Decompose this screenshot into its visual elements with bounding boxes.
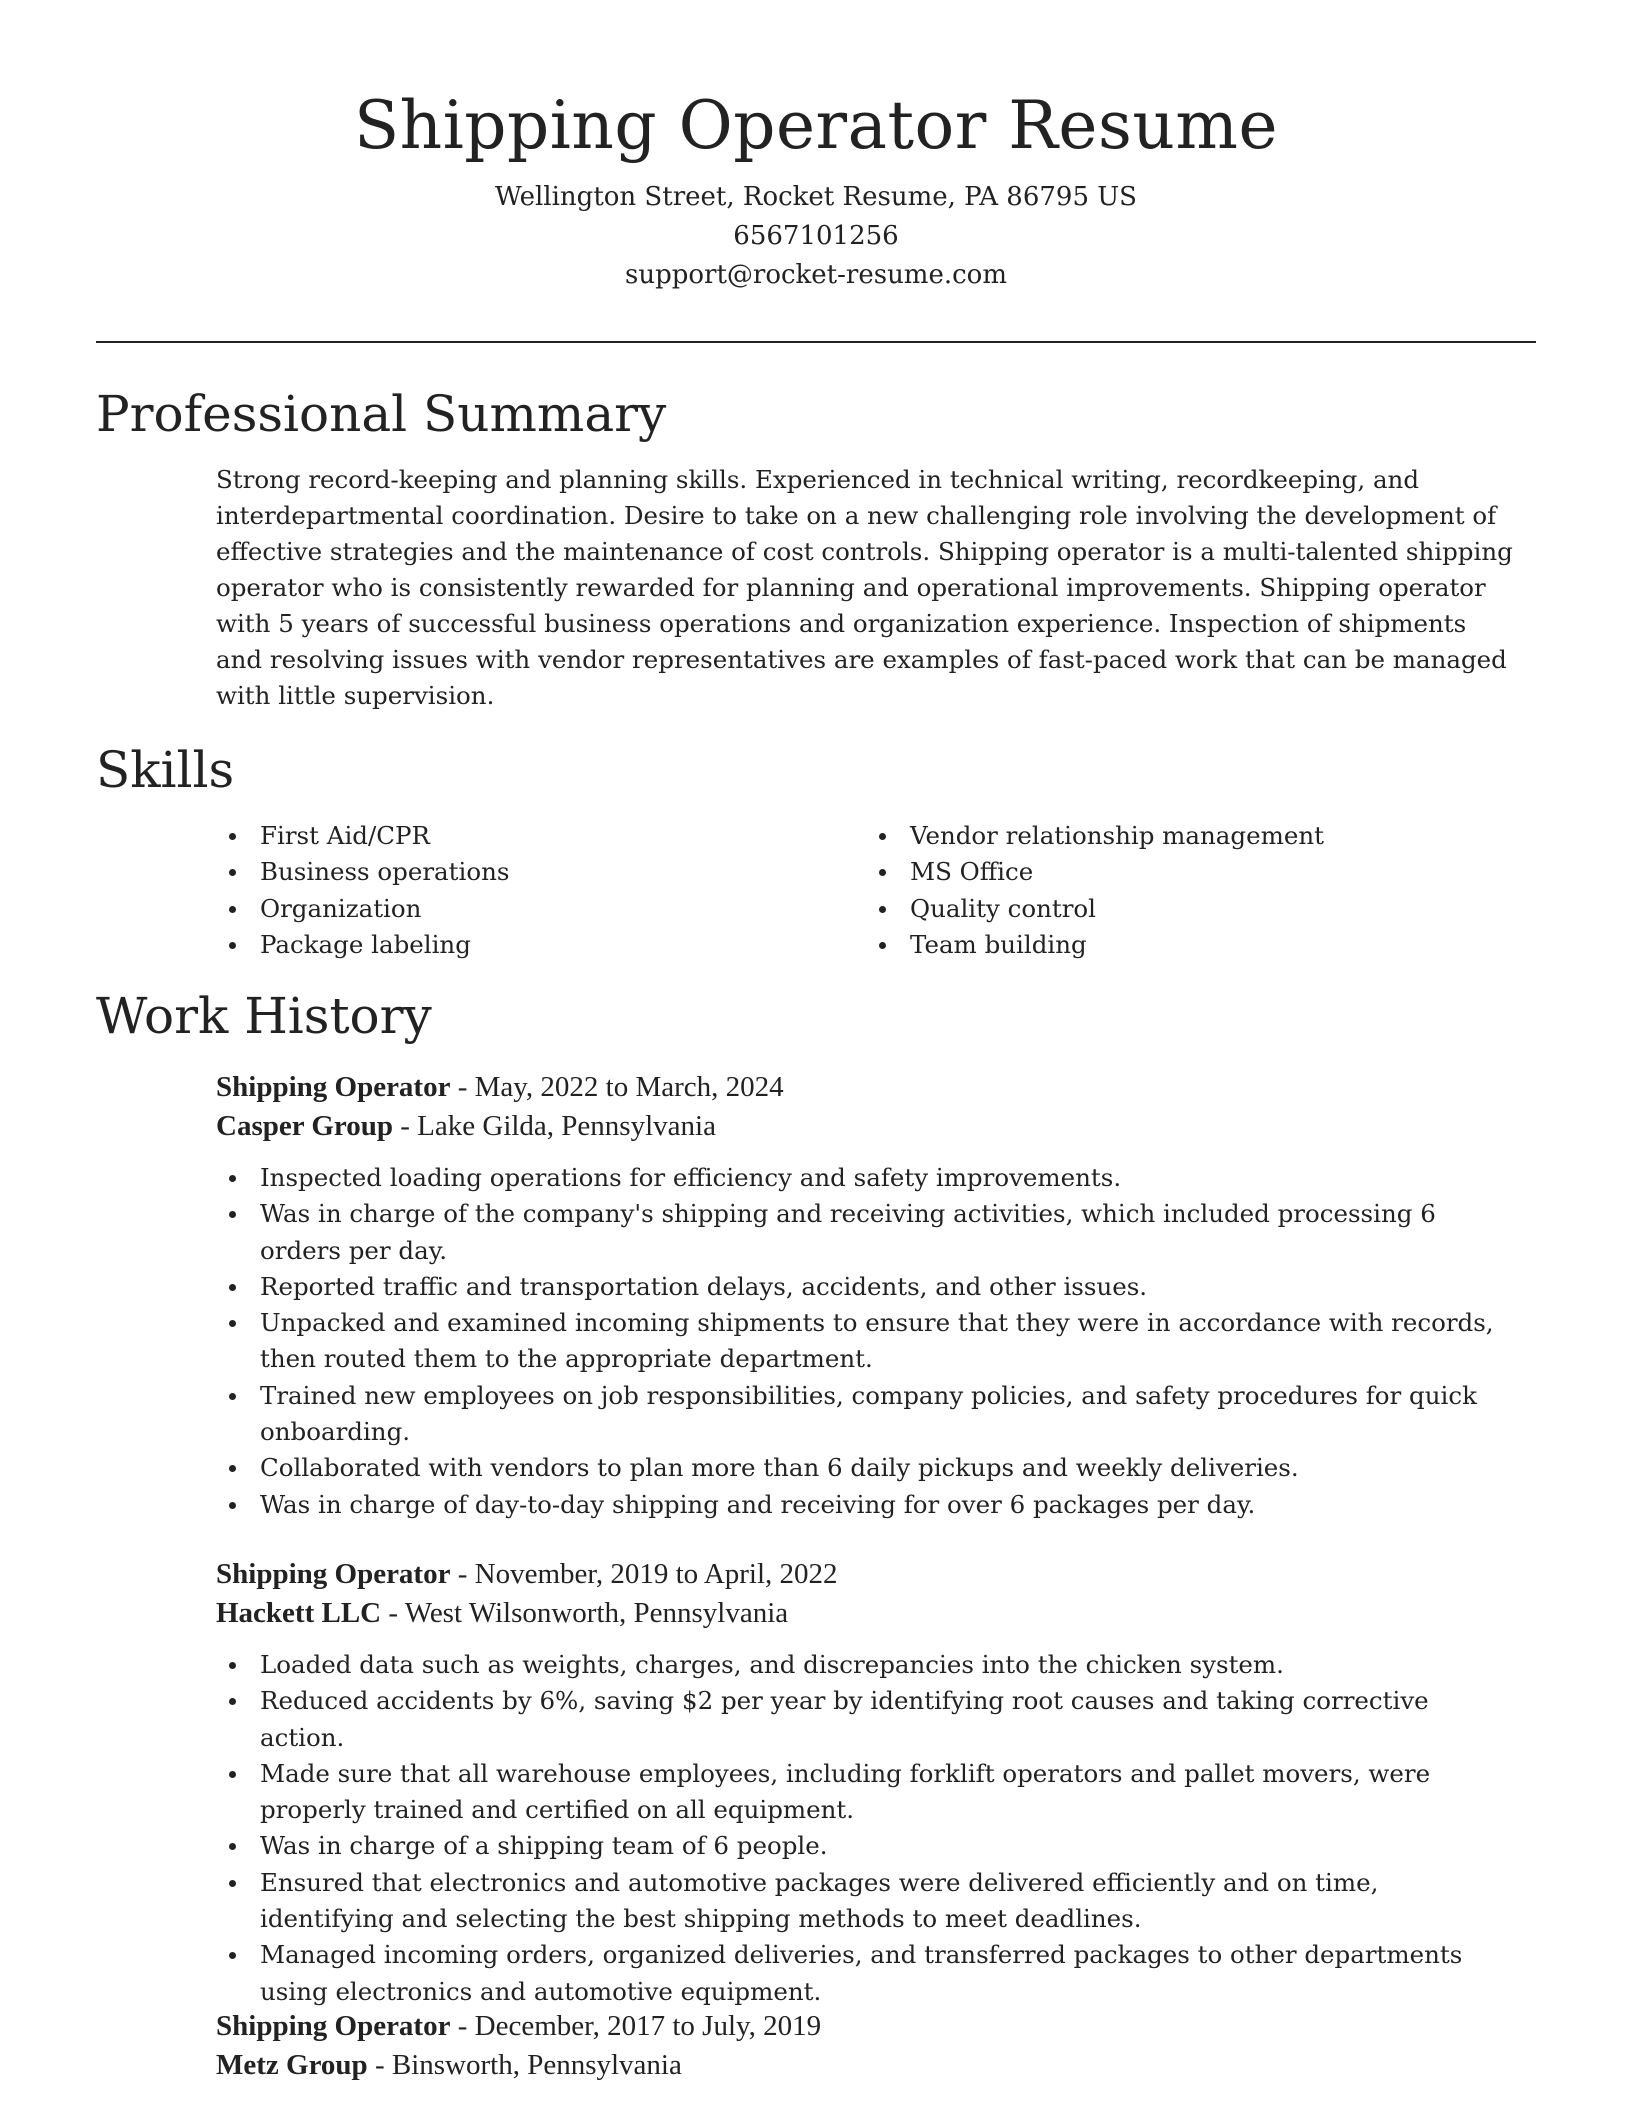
job-location: West Wilsonworth, Pennsylvania: [404, 1597, 789, 1629]
skills-list: [216, 818, 1516, 963]
duty-item: Reduced accidents by 6%, saving $2 per year by identifying root causes and taking corrective action.: [216, 1683, 1516, 1756]
duty-item: Trained new employees on job responsibilities, company policies, and safety procedures for quick onboarding.: [216, 1378, 1516, 1451]
summary-heading: Professional Summary: [96, 385, 667, 443]
skill-item: MS Office: [866, 854, 1516, 890]
job-company-line: Hackett LLC - West Wilsonworth, Pennsylvania: [216, 1597, 789, 1629]
duty-item: Was in charge of a shipping team of 6 people.: [216, 1828, 1516, 1864]
contact-phone: 6567101256: [733, 221, 899, 251]
job-company-line: Casper Group - Lake Gilda, Pennsylvania: [216, 1110, 716, 1142]
job-duties: [216, 1647, 1516, 2010]
duty-item: Reported traffic and transportation delays, accidents, and other issues.: [216, 1269, 1516, 1305]
duty-item: Loaded data such as weights, charges, and discrepancies into the chicken system.: [216, 1647, 1516, 1683]
duty-item: Unpacked and examined incoming shipments to ensure that they were in accordance with records, then routed them to the appropriate department.: [216, 1305, 1516, 1378]
duty-item: Inspected loading operations for efficiency and safety improvements.: [216, 1160, 1516, 1196]
contact-info: [0, 178, 1632, 295]
job-title: Shipping Operator: [216, 1558, 451, 1590]
duty-item: Ensured that electronics and automotive packages were delivered efficiently and on time, identifying and selecting the best shipping methods to meet deadlines.: [216, 1865, 1516, 1938]
contact-email: support@rocket-resume.com: [624, 260, 1007, 290]
job-title-line: Shipping Operator - November, 2019 to April, 2022: [216, 1558, 838, 1590]
duty-item: Managed incoming orders, organized deliveries, and transferred packages to other departments using electronics and automotive equipment.: [216, 1937, 1516, 2010]
job-entry: [216, 1555, 1516, 2010]
job-company: Hackett LLC: [216, 1597, 382, 1629]
skill-item: Team building: [866, 927, 1516, 963]
job-company: Casper Group: [216, 1110, 393, 1142]
job-title: Shipping Operator: [216, 1071, 451, 1103]
job-duties: [216, 1160, 1516, 1523]
job-dates: November, 2019 to April, 2022: [474, 1558, 838, 1590]
job-location: Lake Gilda, Pennsylvania: [417, 1110, 716, 1142]
job-title-line: Shipping Operator - December, 2017 to July, 2019: [216, 2010, 822, 2042]
skill-item: Business operations: [216, 854, 866, 890]
skills-column-right: [866, 818, 1516, 963]
duty-item: Was in charge of the company's shipping and receiving activities, which included processing 6 orders per day.: [216, 1196, 1516, 1269]
job-entry: [216, 1068, 1516, 1523]
job-company: Metz Group: [216, 2049, 368, 2081]
work-history-heading: Work History: [96, 987, 432, 1045]
skill-item: Quality control: [866, 891, 1516, 927]
skills-heading: Skills: [96, 741, 235, 799]
resume-header: [0, 0, 1632, 295]
contact-address: Wellington Street, Rocket Resume, PA 86795 US: [495, 182, 1137, 212]
skills-column-left: [216, 818, 866, 963]
skill-item: First Aid/CPR: [216, 818, 866, 854]
header-divider: [96, 341, 1536, 343]
job-location: Binsworth, Pennsylvania: [391, 2049, 682, 2081]
duty-item: Collaborated with vendors to plan more than 6 daily pickups and weekly deliveries.: [216, 1450, 1516, 1486]
job-dates: December, 2017 to July, 2019: [474, 2010, 822, 2042]
skill-item: Vendor relationship management: [866, 818, 1516, 854]
job-title: Shipping Operator: [216, 2010, 451, 2042]
job-entry: [216, 2007, 1516, 2085]
job-title-line: Shipping Operator - May, 2022 to March, 2024: [216, 1071, 784, 1103]
duty-item: Was in charge of day-to-day shipping and receiving for over 6 packages per day.: [216, 1487, 1516, 1523]
summary-text: Strong record-keeping and planning skills. Experienced in technical writing, recordkeeping, and interdepartmental coordination. Desire to take on a new challenging role involving the development of effective strategies and the maintenance of cost controls. Shipping operator is a multi-talented shipping operator who is consistently rewarded for planning and operational improvements. Shipping operator with 5 years of successful business operations and organization experience. Inspection of shipments and resolving issues with vendor representatives are examples of fast-paced work that can be managed with little supervision.: [216, 465, 1513, 710]
skill-item: Organization: [216, 891, 866, 927]
skill-item: Package labeling: [216, 927, 866, 963]
resume-title: Shipping Operator Resume: [353, 87, 1279, 164]
job-company-line: Metz Group - Binsworth, Pennsylvania: [216, 2049, 682, 2081]
job-dates: May, 2022 to March, 2024: [474, 1071, 784, 1103]
duty-item: Made sure that all warehouse employees, including forklift operators and pallet movers, were properly trained and certified on all equipment.: [216, 1756, 1516, 1829]
